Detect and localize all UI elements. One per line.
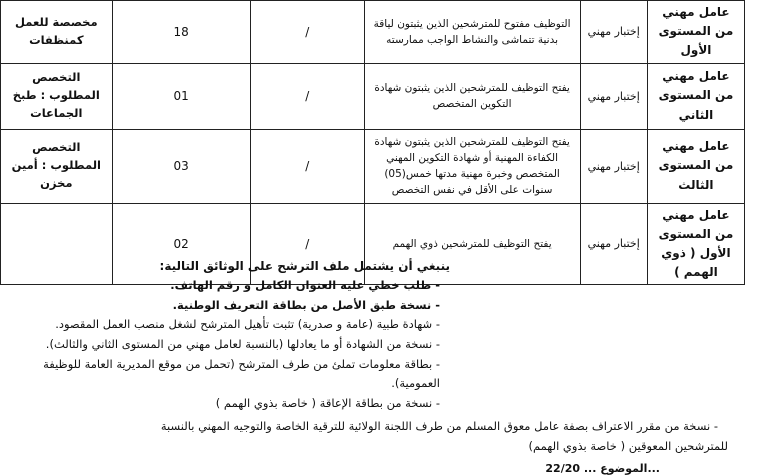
grade-cell: عامل مهني من المستوى الأول ( ذوي الهمم ): [647, 203, 744, 285]
specialty-cell: التخصص المطلوب : طبخ الجماعات: [1, 63, 113, 129]
specialty-cell: مخصصة للعمل كمنظفات: [1, 1, 113, 64]
list-item-text: طلب خطي عليه العنوان الكامل و رقم الهاتف.: [170, 278, 432, 293]
mode-cell: /: [250, 63, 364, 129]
list-item-text: نسخة طبق الأصل من بطاقة التعريف الوطنية.: [172, 297, 432, 312]
mode-cell: /: [250, 203, 364, 285]
mode-cell: /: [250, 1, 364, 64]
list-item-continuation: للمترشحين المعوقين ( خاصة بذوي الهمم): [528, 438, 728, 453]
method-cell: إختبار مهني: [580, 129, 647, 203]
list-item-text: بطاقة معلومات تملئ من طرف المترشح (تحمل من موقع المديرية العامة للوظيفة العمومية).: [43, 356, 440, 391]
method-cell: إختبار مهني: [580, 203, 647, 285]
list-item: - نسخة من الشهادة أو ما يعادلها (بالنسبة لعامل مهني من المستوى الثاني والثالث).: [45, 337, 440, 352]
conditions-cell: التوظيف مفتوح للمترشحين الذين يثبتون لياقة بدنية تتماشى والنشاط الواجب ممارسته: [364, 1, 580, 64]
table-row: [1, 1, 745, 64]
table-row: [1, 63, 745, 129]
list-item: - طلب خطي عليه العنوان الكامل و رقم الهاتف.: [170, 278, 440, 293]
table-row: [1, 129, 745, 203]
list-item-text: نسخة من بطاقة الإعاقة ( خاصة بذوي الهمم ): [215, 395, 433, 410]
specialty-cell: التخصص المطلوب : أمين مخزن: [1, 129, 113, 203]
list-item: - شهادة طبية (عامة و صدرية) تثبت تأهيل المترشح لشغل منصب العمل المقصود.: [55, 317, 440, 332]
count-cell: 03: [112, 129, 250, 203]
method-cell: إختبار مهني: [580, 63, 647, 129]
list-item: - بطاقة معلومات تملئ من طرف المترشح (تحمل من موقع المديرية العامة للوظيفة العمومية).: [43, 356, 440, 391]
conditions-cell: يفتح التوظيف للمترشحين الذين يثبتون شهادة التكوين المتخصص: [364, 63, 580, 129]
conditions-cell: يفتح التوظيف للمترشحين الذين يثبتون شهادة الكفاءة المهنية أو شهادة التكوين المهني المتخصص وخبرة مهنية مدتها خمس(05) سنوات على الأقل في نفس التخصص: [364, 129, 580, 203]
list-item-text: شهادة طبية (عامة و صدرية) تثبت تأهيل المترشح لشغل منصب العمل المقصود.: [55, 317, 433, 332]
count-cell: 02: [112, 203, 250, 285]
footer-text: ...الموضوع ... 22/20: [545, 462, 660, 475]
list-item: - نسخة طبق الأصل من بطاقة التعريف الوطنية.: [172, 297, 440, 312]
conditions-cell: يفتح التوظيف للمترشحين ذوي الهمم: [364, 203, 580, 285]
documents-list: [28, 276, 768, 436]
count-cell: 18: [112, 1, 250, 64]
list-item: - نسخة من بطاقة الإعاقة ( خاصة بذوي الهمم ): [215, 395, 440, 410]
count-cell: 01: [112, 63, 250, 129]
grade-cell: عامل مهني من المستوى الثاني: [647, 63, 744, 129]
method-cell: إختبار مهني: [580, 1, 647, 64]
grade-cell: عامل مهني من المستوى الثالث: [647, 129, 744, 203]
required-documents: [28, 256, 768, 456]
list-item-text: نسخة من مقرر الاعتراف بصفة عامل معوق المسلم من طرف اللجنة الولائية للترقية الخاصة والتوجيه المهني بالنسبة: [160, 419, 711, 434]
mode-cell: /: [250, 129, 364, 203]
documents-intro: ينبغي أن يشتمل ملف الترشح على الوثائق التالية:: [159, 259, 450, 273]
list-item: - نسخة من مقرر الاعتراف بصفة عامل معوق المسلم من طرف اللجنة الولائية للترقية الخاصة والتوجيه المهني بالنسبة: [160, 419, 718, 434]
grade-cell: عامل مهني من المستوى الأول: [647, 1, 744, 64]
list-item-text: نسخة من الشهادة أو ما يعادلها (بالنسبة لعامل مهني من المستوى الثاني والثالث).: [45, 337, 433, 352]
